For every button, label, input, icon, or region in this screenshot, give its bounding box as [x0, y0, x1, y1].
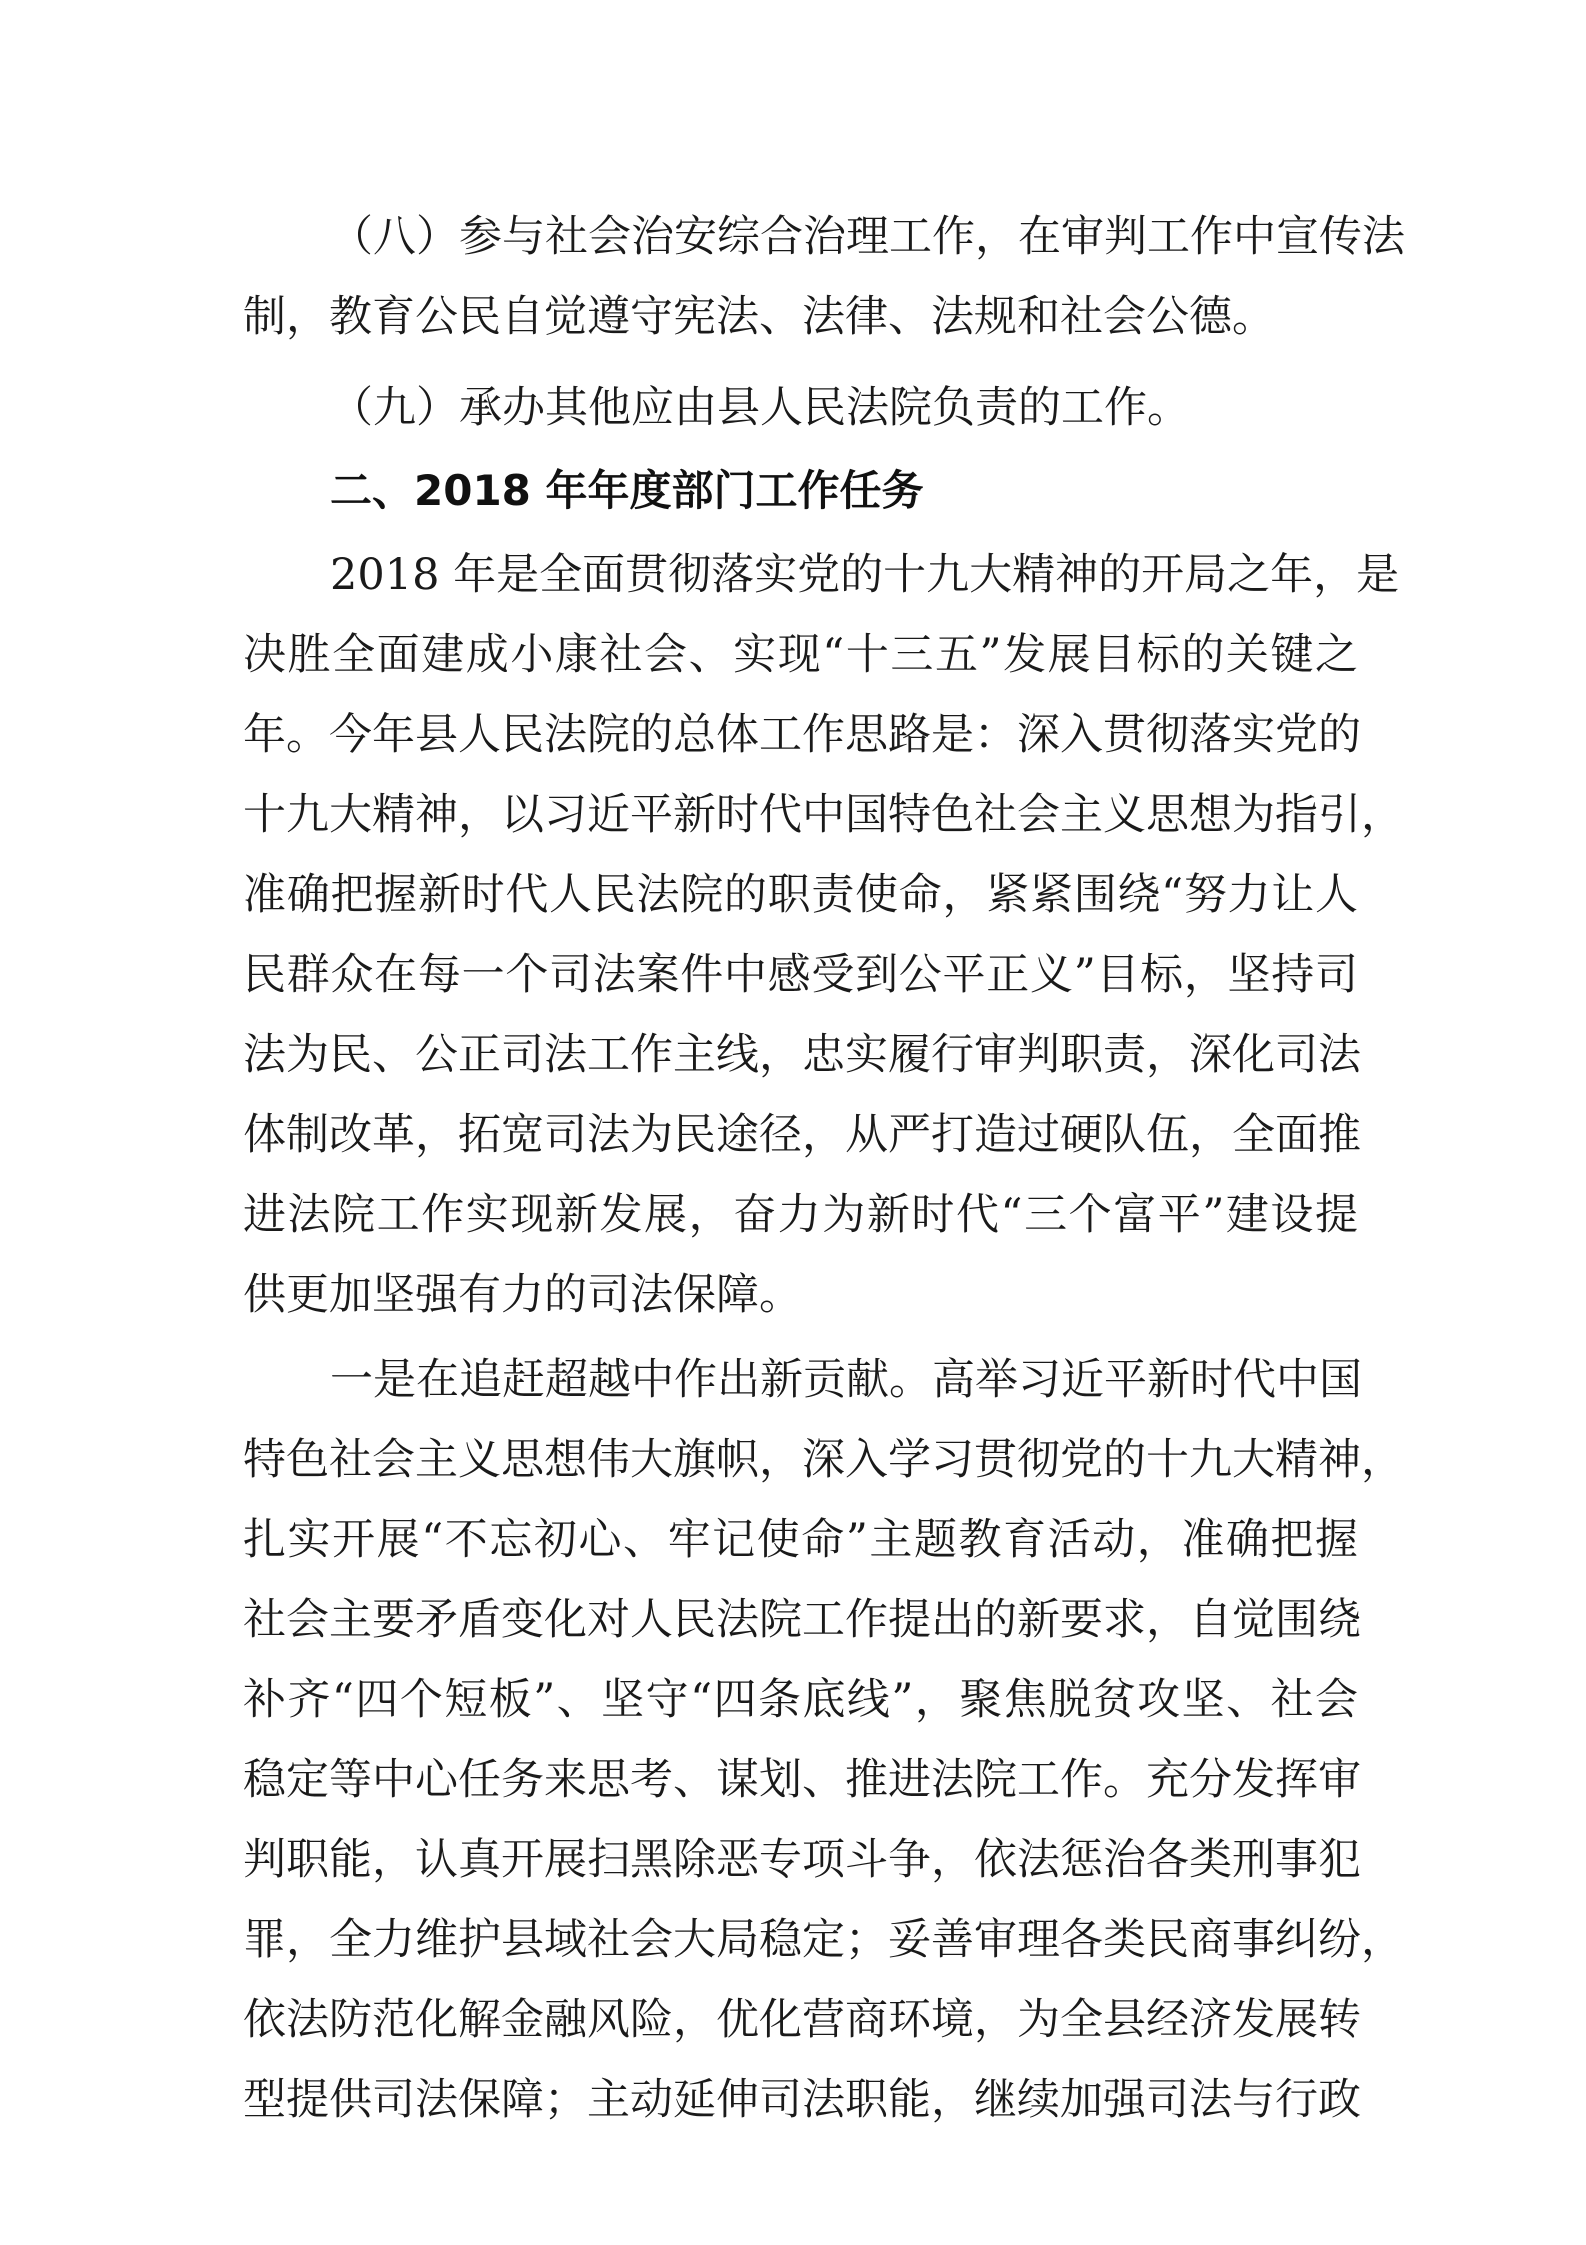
- paragraph-line: 罪，全力维护县域社会大局稳定；妥善审理各类民商事纠纷，: [243, 1915, 1404, 1965]
- paragraph-line: 特色社会主义思想伟大旗帜，深入学习贯彻党的十九大精神，: [243, 1435, 1404, 1485]
- paragraph-line: 一是在追赶超越中作出新贡献。高举习近平新时代中国: [330, 1355, 1362, 1405]
- paragraph-line: 供更加坚强有力的司法保障。: [243, 1270, 802, 1320]
- paragraph-line: 依法防范化解金融风险，优化营商环境，为全县经济发展转: [243, 1995, 1361, 2045]
- paragraph-line: 准确把握新时代人民法院的职责使命，紧紧围绕“努力让人: [243, 870, 1358, 920]
- paragraph-line: 2018 年是全面贯彻落实党的十九大精神的开局之年，是: [330, 550, 1400, 600]
- paragraph-line: （九）承办其他应由县人民法院负责的工作。: [330, 383, 1190, 433]
- section-heading: 二、2018 年年度部门工作任务: [330, 466, 924, 515]
- paragraph-line: 进法院工作实现新发展，奋力为新时代“三个富平”建设提: [243, 1190, 1358, 1240]
- paragraph-line: 扎实开展“不忘初心、牢记使命”主题教育活动，准确把握: [243, 1515, 1358, 1565]
- paragraph-line: 补齐“四个短板”、坚守“四条底线”，聚焦脱贫攻坚、社会: [243, 1675, 1358, 1725]
- paragraph-line: 法为民、公正司法工作主线，忠实履行审判职责，深化司法: [243, 1030, 1361, 1080]
- paragraph-line: 稳定等中心任务来思考、谋划、推进法院工作。充分发挥审: [243, 1755, 1361, 1805]
- paragraph-line: 制，教育公民自觉遵守宪法、法律、法规和社会公德。: [243, 292, 1275, 342]
- paragraph-line: 判职能，认真开展扫黑除恶专项斗争，依法惩治各类刑事犯: [243, 1835, 1361, 1885]
- paragraph-line: 决胜全面建成小康社会、实现“十三五”发展目标的关键之: [243, 630, 1358, 680]
- paragraph-line: 体制改革，拓宽司法为民途径，从严打造过硬队伍，全面推: [243, 1110, 1361, 1160]
- paragraph-line: （八）参与社会治安综合治理工作，在审判工作中宣传法: [330, 212, 1405, 262]
- paragraph-line: 社会主要矛盾变化对人民法院工作提出的新要求，自觉围绕: [243, 1595, 1361, 1645]
- paragraph-line: 年。今年县人民法院的总体工作思路是：深入贯彻落实党的: [243, 710, 1361, 760]
- paragraph-line: 型提供司法保障；主动延伸司法职能，继续加强司法与行政: [243, 2075, 1361, 2125]
- paragraph-line: 民群众在每一个司法案件中感受到公平正义”目标，坚持司: [243, 950, 1358, 1000]
- paragraph-line: 十九大精神，以习近平新时代中国特色社会主义思想为指引，: [243, 790, 1404, 840]
